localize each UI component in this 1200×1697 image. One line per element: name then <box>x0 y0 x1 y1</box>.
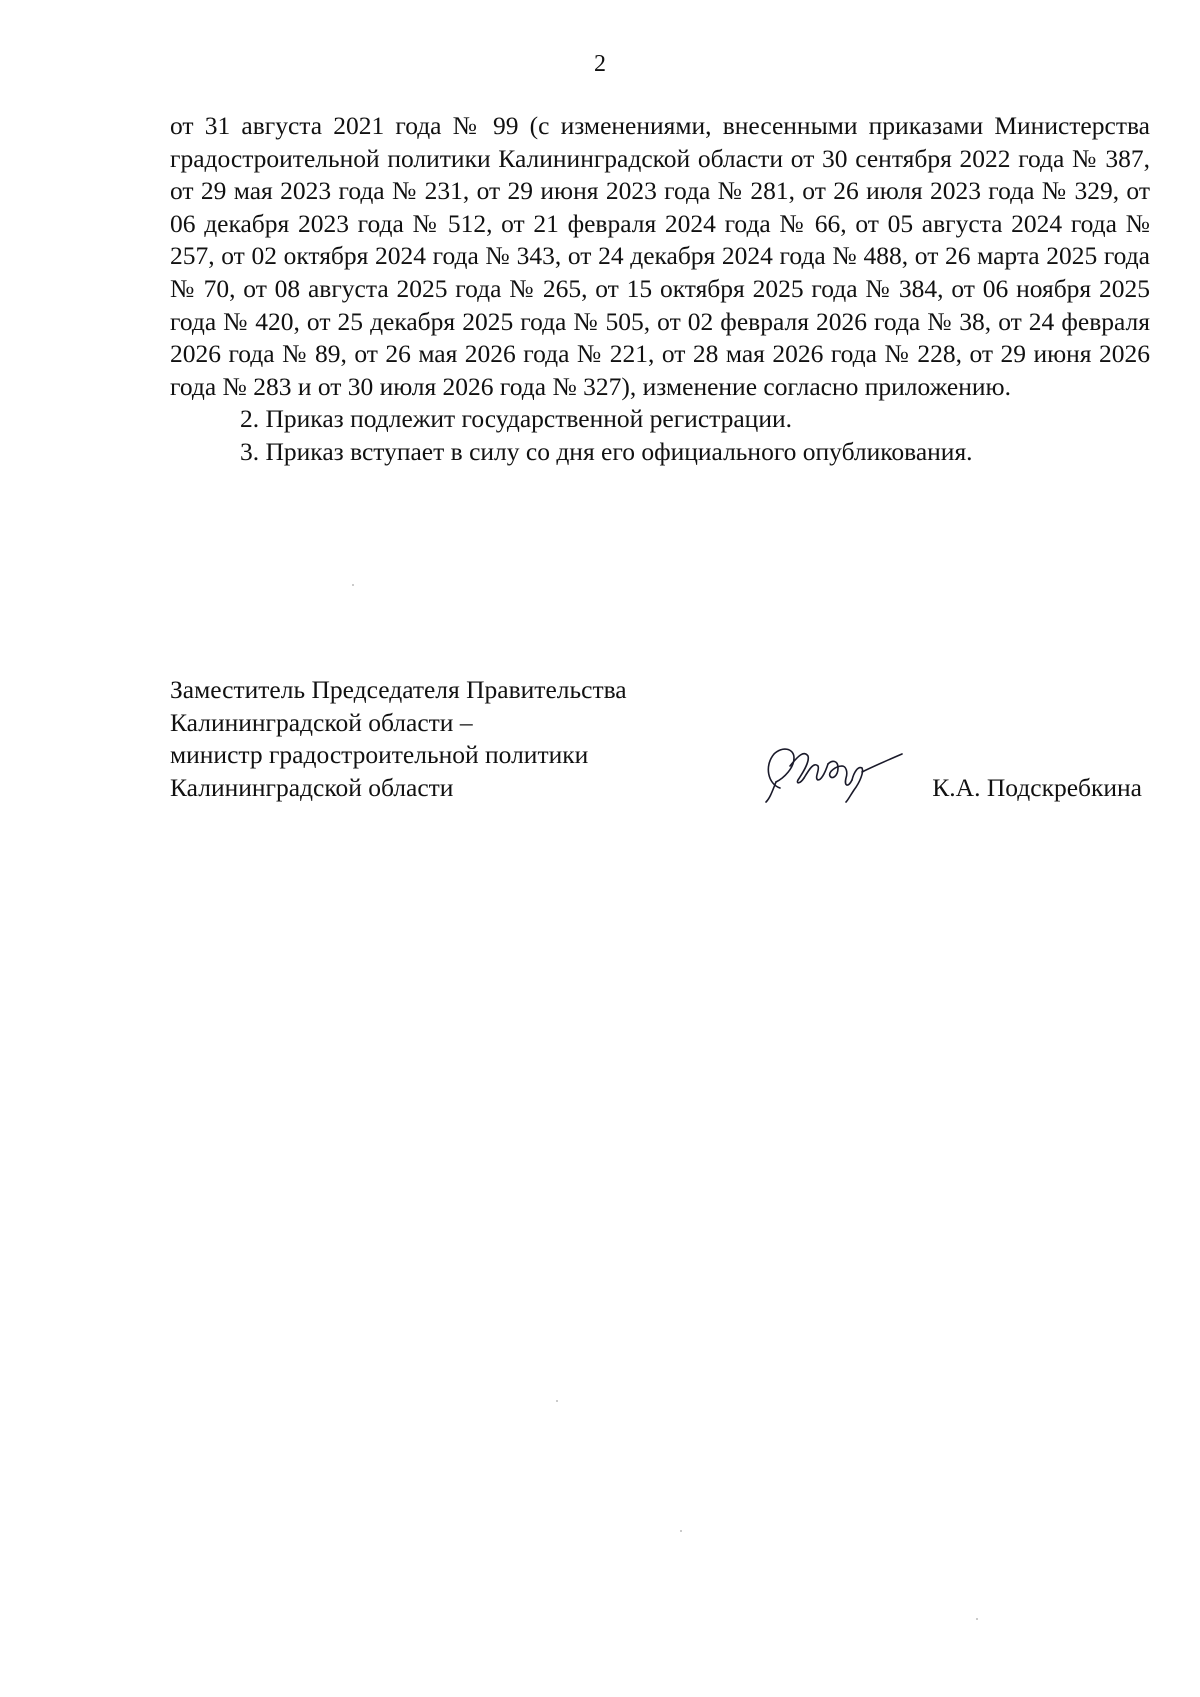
scan-speck <box>976 1618 978 1620</box>
signatory-title-line: министр градостроительной политики <box>170 740 589 770</box>
signatory-name: К.А. Подскребкина <box>932 772 1142 802</box>
signature-block <box>170 674 1150 814</box>
page-number: 2 <box>594 51 606 77</box>
paragraph-continuation: от 31 августа 2021 года № 99 (с изменениями, внесенными приказами Министерства градостроительной политики Калининградской области от 30 сентября 2022 года № 387, от 29 мая 2023 года № 231, от 29 июня 2023 года № 281, от 26 июля 2023 года № 329, от 06 декабря 2023 года № 512, от 21 февраля 2024 года № 66, от 05 августа 2024 года № 257, от 02 октября 2024 года № 343, от 24 декабря 2024 года № 488, от 26 марта 2025 года № 70, от 08 августа 2025 года № 265, от 15 октября 2025 года № 384, от 06 ноября 2025 года № 420, от 25 декабря 2025 года № 505, от 02 февраля 2026 года № 38, от 24 февраля 2026 года № 89, от 26 мая 2026 года № 221, от 28 мая 2026 года № 228, от 29 июня 2026 года № 283 и от 30 июля 2026 года № 327), изменение согласно приложению. <box>170 111 1150 401</box>
signatory-title-line: Калининградской области <box>170 772 454 802</box>
scan-speck <box>556 1400 558 1402</box>
signatory-title-line: Заместитель Председателя Правительства <box>170 675 627 704</box>
document-body <box>170 110 1150 469</box>
signatory-title-line: Калининградской области – <box>170 707 473 737</box>
scan-speck <box>680 1530 682 1532</box>
item-registration: 2. Приказ подлежит государственной регистрации. <box>240 404 792 434</box>
handwritten-signature-icon <box>750 726 910 806</box>
scan-speck <box>352 584 354 586</box>
item-entry-into-force: 3. Приказ вступает в силу со дня его официального опубликования. <box>240 436 973 466</box>
